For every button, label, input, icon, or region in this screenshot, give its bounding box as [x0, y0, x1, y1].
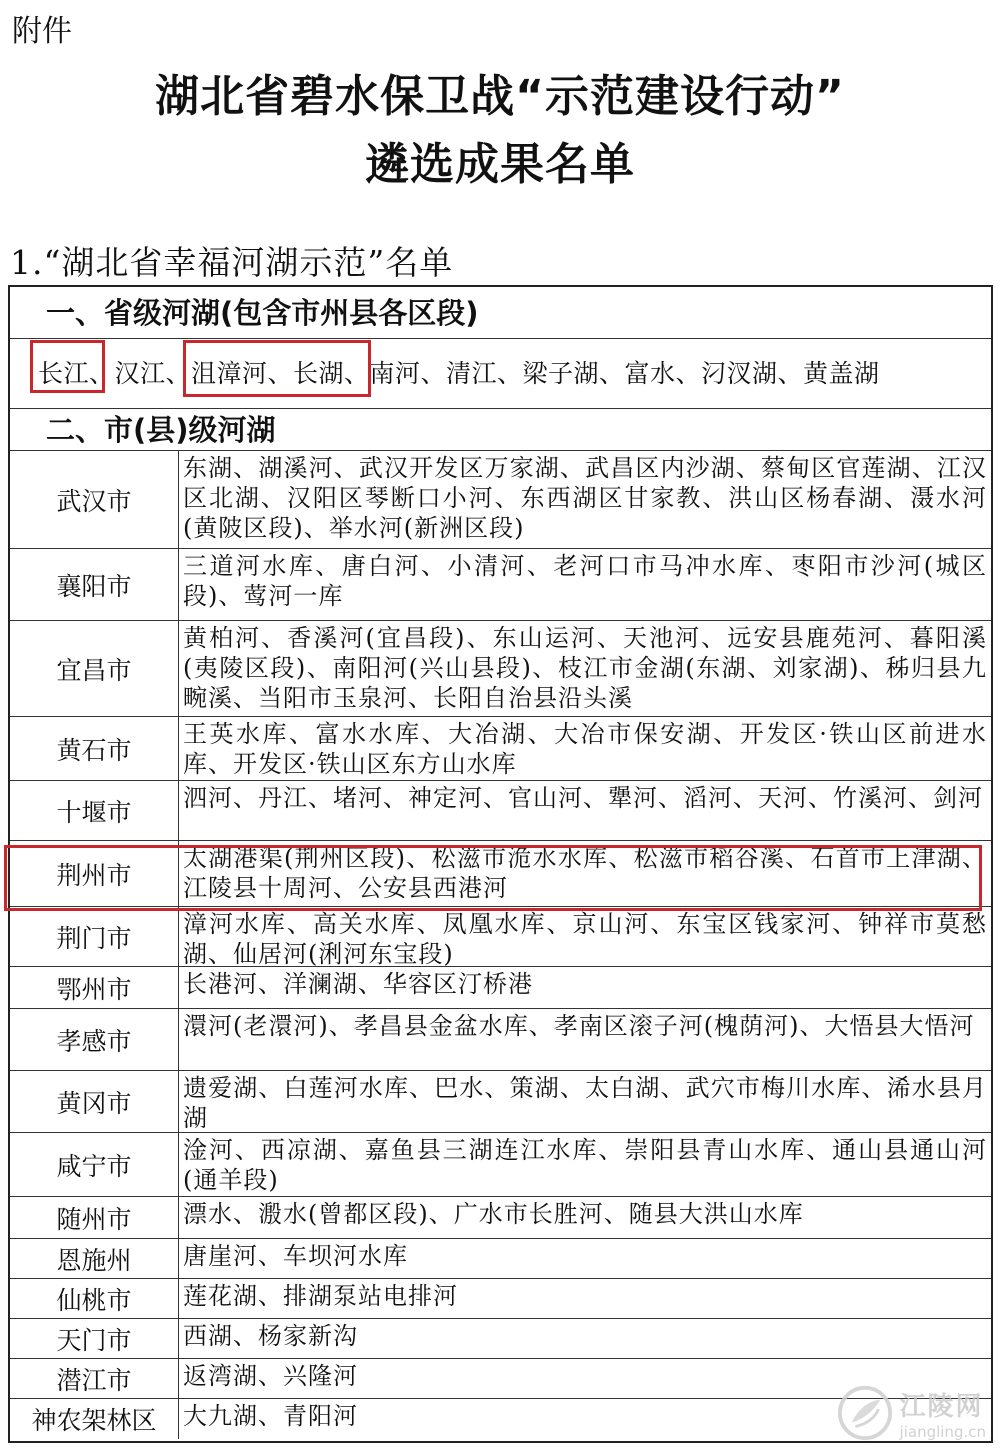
city-name-cell: 武汉市: [10, 451, 179, 548]
table-row: [10, 781, 991, 841]
city-name-cell: 随州市: [10, 1197, 179, 1238]
river-lake-list-cell: 莲花湖、排湖泵站电排河: [183, 1282, 458, 1310]
table-row: [10, 967, 991, 1009]
document-title-line2: 遴选成果名单: [365, 139, 635, 190]
city-name-cell: 黄冈市: [10, 1071, 179, 1132]
city-name-cell: 荆门市: [10, 907, 179, 966]
table-row: [10, 1319, 991, 1359]
part1-heading: 一、省级河湖(包含市州县各区段): [10, 287, 991, 339]
river-lake-list-cell: 返湾湖、兴隆河: [183, 1362, 358, 1390]
site-watermark: [836, 1384, 986, 1442]
highlight-box-jingzhou-row: [4, 845, 982, 911]
city-name-cell: 鄂州市: [10, 967, 179, 1008]
city-name-cell: 宜昌市: [10, 621, 179, 716]
city-name-cell: 十堰市: [10, 781, 179, 840]
city-name-cell: 黄石市: [10, 717, 179, 780]
city-name-cell: 神农架林区: [10, 1399, 179, 1439]
table-row: [10, 1279, 991, 1319]
watermark-site-url: jiangling.cn: [899, 1422, 986, 1441]
highlight-box-changjiang: [30, 340, 105, 393]
river-lake-list-cell: 澴河(老澴河)、孝昌县金盆水库、孝南区滚子河(槐荫河)、大悟县大悟河: [183, 1012, 975, 1040]
river-lake-list-cell: 西湖、杨家新沟: [183, 1322, 358, 1350]
table-row: [10, 1197, 991, 1239]
city-name-cell: 恩施州: [10, 1239, 179, 1278]
river-lake-list-cell: 三道河水库、唐白河、小清河、老河口市马冲水库、枣阳市沙河(城区段)、莺河一库: [183, 552, 987, 610]
river-lake-list-cell: 唐崖河、车坝河水库: [183, 1242, 408, 1270]
city-rows: [10, 451, 991, 1439]
city-name-cell: 襄阳市: [10, 549, 179, 620]
table-row: [10, 1009, 991, 1071]
table-row: [10, 1239, 991, 1279]
river-lake-list-cell: 长港河、洋澜湖、华容区汀桥港: [183, 970, 533, 998]
river-lake-list-cell: 王英水库、富水水库、大冶湖、大冶市保安湖、开发区·铁山区前进水库、开发区·铁山区东方山水库: [183, 720, 987, 778]
river-lake-list-cell: 泗河、丹江、堵河、神定河、官山河、犟河、滔河、天河、竹溪河、剑河: [183, 784, 983, 812]
city-name-cell: 孝感市: [10, 1009, 179, 1070]
watermark-logo-icon: [836, 1384, 894, 1442]
table-row: [10, 451, 991, 549]
attachment-label: 附件: [12, 14, 72, 49]
city-name-cell: 荆州市: [10, 841, 179, 906]
highlight-box-juzhang-changhu: [183, 340, 371, 397]
city-name-cell: 仙桃市: [10, 1279, 179, 1318]
river-lake-list-cell: 东湖、湖溪河、武汉开发区万家湖、武昌区内沙湖、蔡甸区官莲湖、江汉区北湖、汉阳区琴断口小河、东西湖区甘家教、洪山区杨春湖、滠水河(黄陂区段)、举水河(新洲区段): [183, 454, 987, 542]
table-row: [10, 1071, 991, 1133]
section-heading: 1.“湖北省幸福河湖示范”名单: [10, 243, 454, 282]
city-name-cell: 天门市: [10, 1319, 179, 1358]
table-row: [10, 717, 991, 781]
river-lake-list-cell: 黄柏河、香溪河(宜昌段)、东山运河、天池河、远安县鹿苑河、暮阳溪(夷陵区段)、南阳河(兴山县段)、枝江市金湖(东湖、刘家湖)、秭归县九畹溪、当阳市玉泉河、长阳自治县沿头溪: [183, 624, 987, 712]
city-name-cell: 咸宁市: [10, 1133, 179, 1196]
city-name-cell: 潜江市: [10, 1359, 179, 1398]
river-lake-list-cell: 太湖港渠(荆州区段)、松滋市洈水水库、松滋市稻谷溪、石首市上津湖、江陵县十周河、公安县西港河: [183, 844, 987, 902]
river-lake-list-cell: 漳河水库、高关水库、凤凰水库、京山河、东宝区钱家河、钟祥市莫愁湖、仙居河(浰河东宝段): [183, 910, 987, 966]
river-lake-list-cell: 漂水、溵水(曾都区段)、广水市长胜河、随县大洪山水库: [183, 1200, 804, 1228]
document-title-line1: 湖北省碧水保卫战“示范建设行动”: [155, 71, 845, 122]
table-row: [10, 1133, 991, 1197]
river-lake-list-cell: 遗爱湖、白莲河水库、巴水、策湖、太白湖、武穴市梅川水库、浠水县月湖: [183, 1074, 987, 1132]
table-row: [10, 621, 991, 717]
watermark-site-name: 江陵网: [899, 1391, 984, 1422]
provincial-river-list: 长江、汉江、沮漳河、长湖、南河、清江、梁子湖、富水、汈汊湖、黄盖湖: [10, 339, 991, 409]
part2-heading: 二、市(县)级河湖: [10, 409, 991, 451]
river-lake-list-cell: 大九湖、青阳河: [183, 1402, 358, 1430]
table-row: [10, 549, 991, 621]
river-lake-list-cell: 淦河、西凉湖、嘉鱼县三湖连江水库、崇阳县青山水库、通山县通山河(通羊段): [183, 1136, 987, 1194]
table-row: [10, 907, 991, 967]
